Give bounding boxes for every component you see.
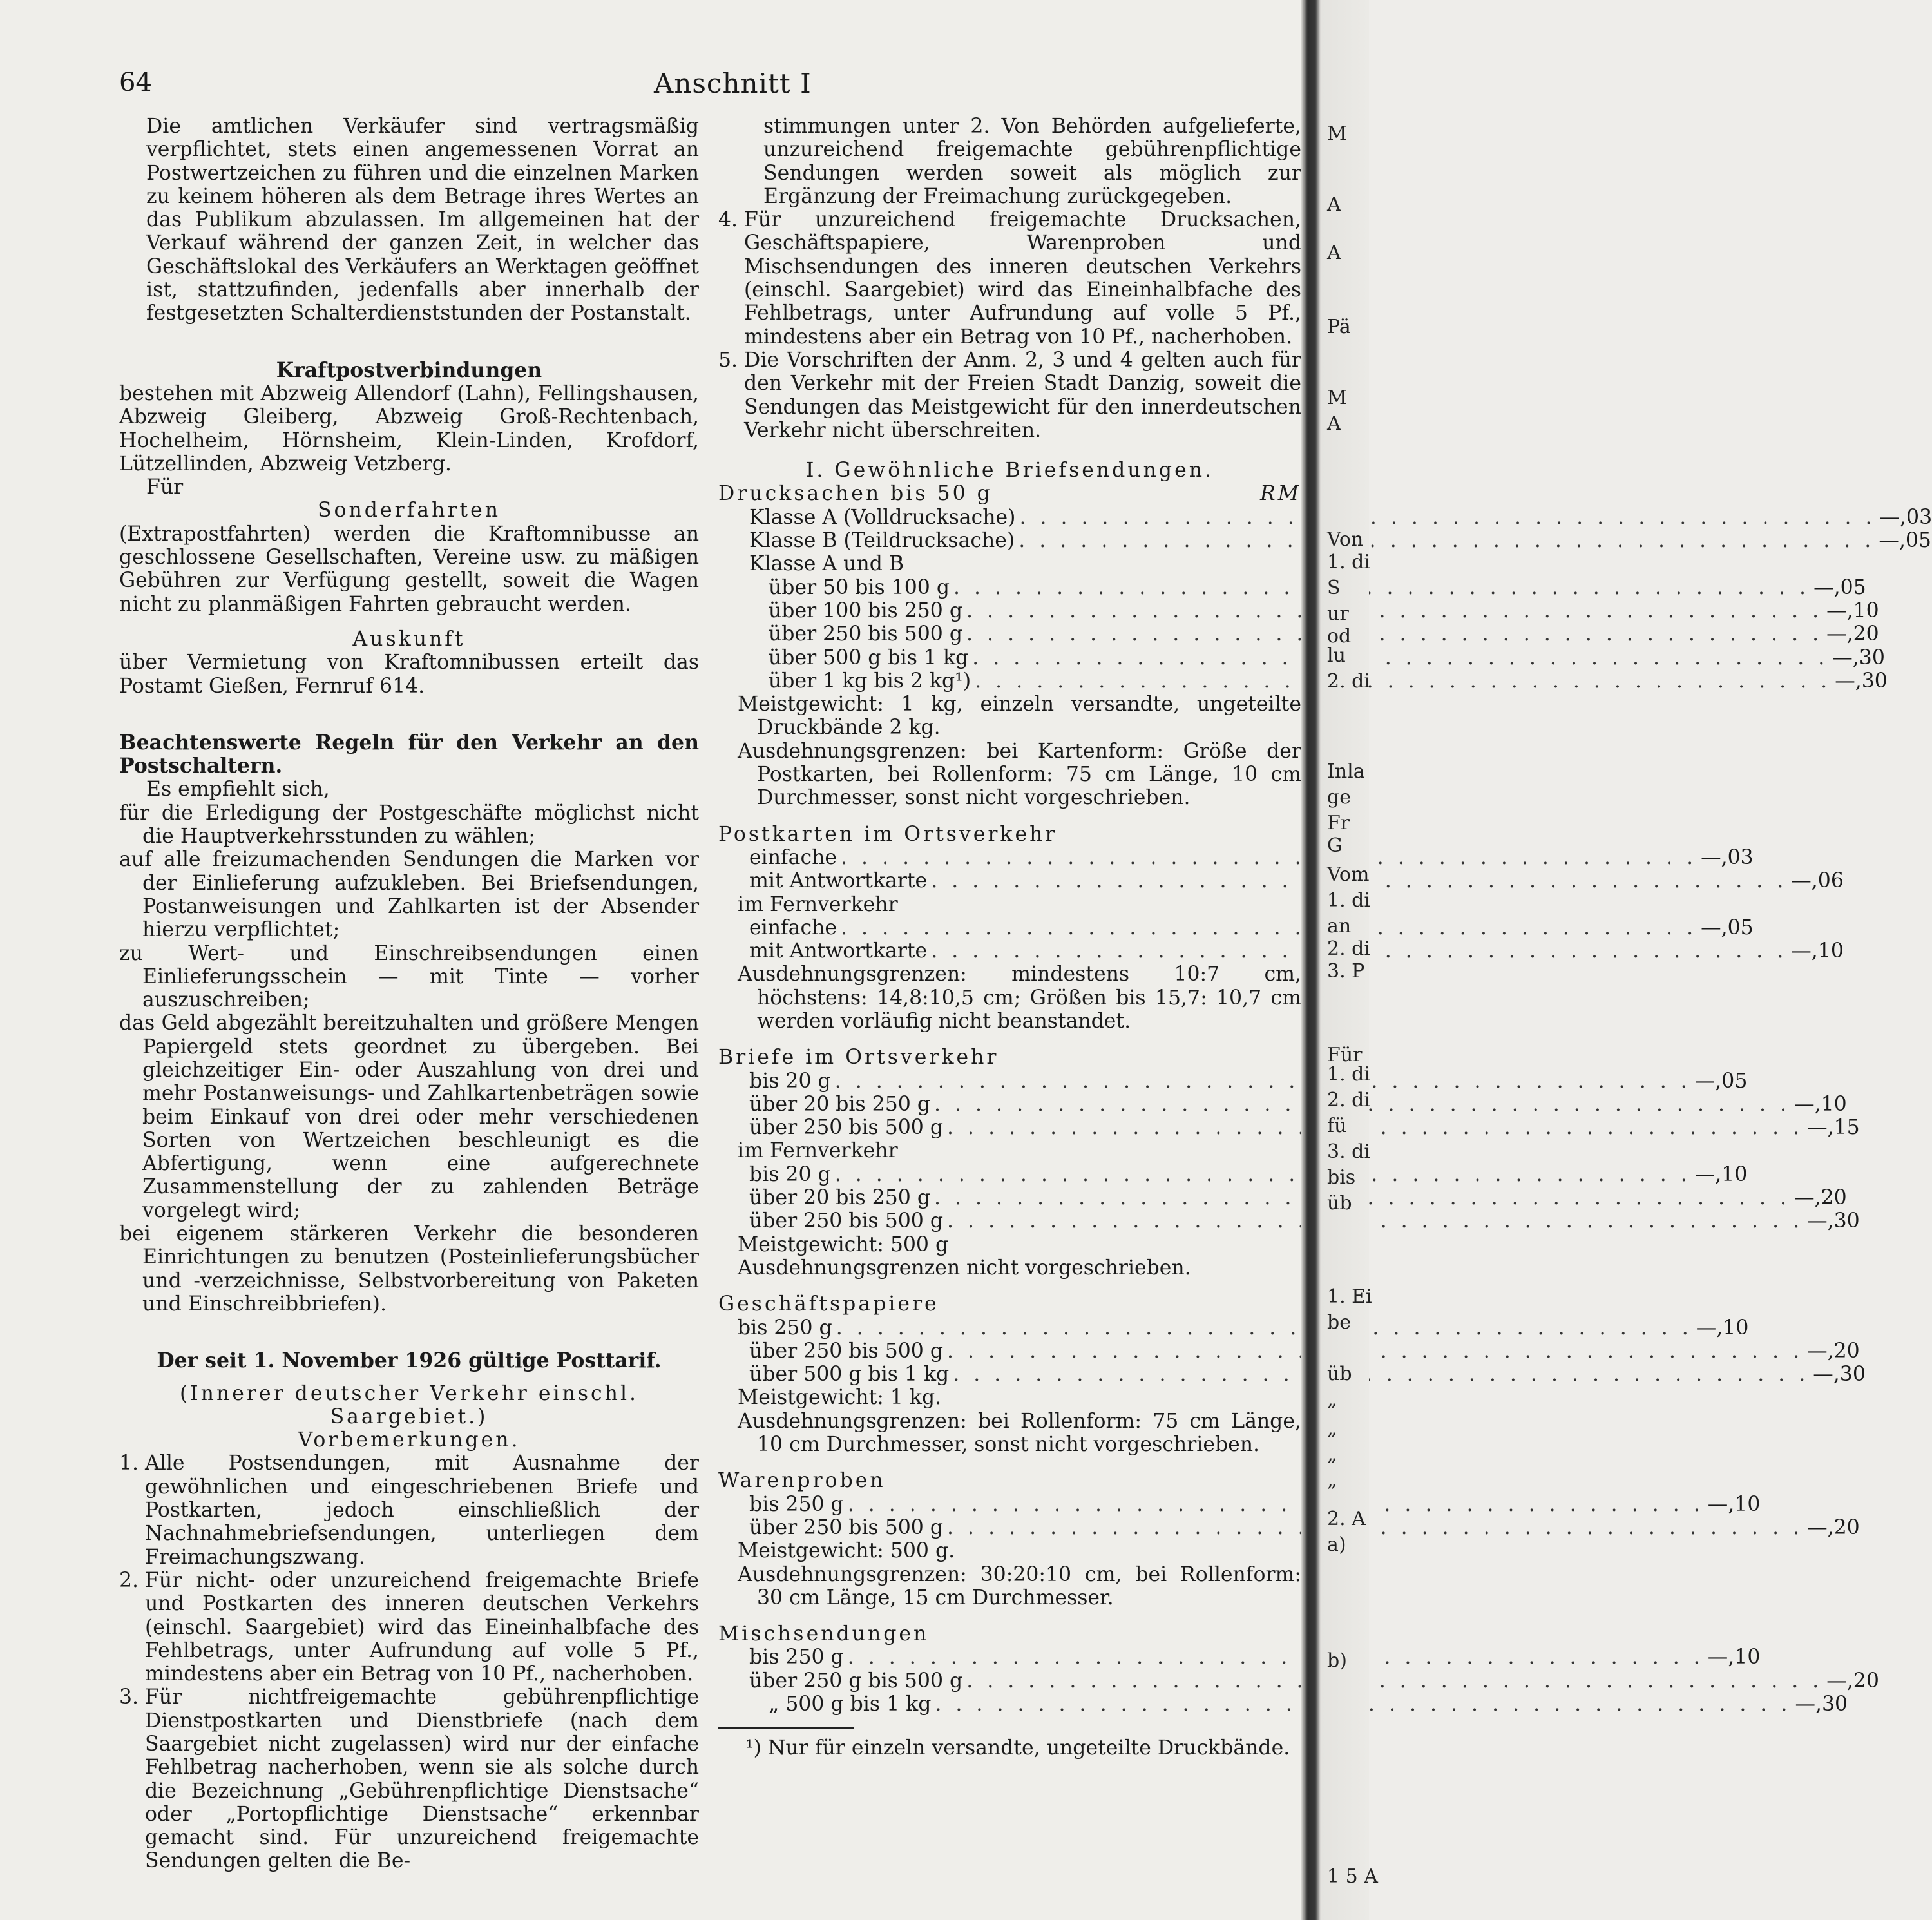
tariff-row [718, 1669, 1879, 1693]
sonderfahrten-heading: Sonderfahrten [317, 499, 501, 523]
leader-dots [844, 1493, 1708, 1516]
tariff-group [718, 1622, 1879, 1716]
tariff-row-price: —,20 [1807, 1515, 1860, 1539]
regeln-intro: Es empfiehlt sich, [146, 778, 330, 802]
edge-fragment: Inla [1327, 760, 1365, 783]
tariff-row-label: über 20 bis 250 g [749, 1092, 930, 1116]
auskunft-text: über Vermietung von Kraftomnibussen erteilt das Postamt Gießen, Fernruf 614. [119, 651, 699, 698]
tariff-row [718, 1492, 1761, 1516]
edge-fragment: „ [1327, 1469, 1337, 1492]
edge-fragment: lu [1327, 644, 1346, 667]
leader-dots [962, 599, 1826, 622]
regel-item: zu Wert- und Einschreibsendungen einen Einlieferungsschein — mit Tinte — vorher auszuschreiben; [119, 941, 699, 1012]
tariff-row-price: —,20 [1794, 1186, 1847, 1210]
leader-dots [1015, 529, 1879, 552]
tariff-group-title: Geschäftspapiere [718, 1292, 939, 1316]
edge-fragment: M [1327, 387, 1347, 409]
vorbemerkung-item [718, 349, 1301, 442]
tarif-heading: Der seit 1. November 1926 gültige Posttarif. [157, 1349, 662, 1373]
tariff-group-title: Postkarten im Ortsverkehr [718, 822, 1058, 846]
tariff-row-label: im Fernverkehr [738, 1139, 898, 1163]
leader-dots [943, 1116, 1807, 1139]
leader-dots [831, 1163, 1695, 1186]
tariff-row [718, 1646, 1761, 1669]
tariff-row-price: —,30 [1832, 646, 1885, 669]
tariff-row-label: über 50 bis 100 g [769, 575, 950, 599]
edge-fragment: „ [1327, 1417, 1337, 1440]
tariff-row-price: —,06 [1791, 869, 1844, 893]
vorbemerkung-number: 4. [718, 208, 738, 232]
edge-fragment: 1. di [1327, 889, 1370, 912]
edge-fragment: S [1327, 577, 1341, 599]
edge-fragment: 3. P [1327, 960, 1365, 983]
tariff-row-label: bis 250 g [749, 1646, 844, 1669]
fuer-text: Für [146, 475, 184, 499]
edge-fragment: 1. Ei [1327, 1285, 1372, 1308]
tariff-row-label: Klasse A und B [749, 552, 904, 576]
leader-dots [832, 1316, 1696, 1339]
vorbemerkung-number: 2. [119, 1568, 139, 1592]
edge-fragment: M [1327, 122, 1347, 145]
regel-item: auf alle freizumachenden Sendungen die Marken vor der Einlieferung aufzukleben. Bei Briefsendungen, Postanweisungen und Zahlkarten ist der Absender hierzu verpflichtet; [119, 848, 699, 942]
vorbemerkungen-list-left [119, 1452, 699, 1872]
regeln-heading: Beachtenswerte Regeln für den Verkehr an den Postschaltern. [119, 730, 699, 778]
edge-fragment: b) [1327, 1649, 1347, 1672]
tariff-row-price: —,10 [1791, 939, 1844, 963]
tariff-row-label: über 500 g bis 1 kg [769, 646, 969, 669]
edge-fragment: od [1327, 625, 1352, 648]
tariff-row-label: über 250 bis 500 g [749, 1515, 944, 1539]
tariff-row-price: —,05 [1813, 575, 1866, 599]
tariff-row [718, 893, 1301, 916]
tariff-row-label: bis 20 g [749, 1069, 831, 1093]
tariff-note: Ausdehnungsgrenzen: 30:20:10 cm, bei Rollenform: 30 cm Länge, 15 cm Durchmesser. [738, 1562, 1301, 1609]
tariff-row-label: über 250 bis 500 g [769, 622, 963, 646]
vorbemerkung-number: 1. [119, 1452, 139, 1475]
footnote: ¹) Nur für einzeln versandte, ungeteilte Druckbände. [745, 1736, 1290, 1760]
edge-fragment: A [1327, 242, 1341, 264]
tariff-row-price: —,10 [1707, 1492, 1761, 1516]
tariff-row-label: mit Antwortkarte [749, 869, 928, 893]
tariff-row-label: Klasse A (Volldrucksache) [749, 505, 1016, 529]
left-column [119, 115, 699, 1873]
tariff-row-price: —,10 [1794, 1092, 1847, 1116]
tariff-row-price: —,10 [1694, 1162, 1748, 1186]
vorbemerkung-item [119, 1685, 699, 1872]
page-number: 64 [119, 68, 152, 97]
edge-fragment: üb [1327, 1192, 1352, 1214]
edge-fragment: Fr [1327, 812, 1350, 834]
leader-dots [968, 646, 1832, 669]
leader-dots [950, 576, 1813, 599]
tariff-row-label: „ 500 g bis 1 kg [769, 1693, 932, 1716]
vorbemerkung-number: 3. [119, 1685, 139, 1709]
tariff-note: Ausdehnungsgrenzen: bei Kartenform: Größe der Postkarten, bei Rollenform: 75 cm Länge, 10 cm Durchmesser, sonst nicht vorgeschrieben. [738, 739, 1301, 810]
tariff-row-price: —,30 [1795, 1693, 1848, 1716]
vorbemerkungen-list-right [718, 208, 1301, 442]
tariff-row-price: —,05 [1879, 529, 1931, 553]
edge-fragment: G [1327, 834, 1343, 857]
page-title: Anschnitt I [654, 68, 812, 99]
edge-fragment: Vom [1327, 863, 1370, 886]
tariff-row-label: über 20 bis 250 g [749, 1186, 930, 1210]
tariff-row [718, 575, 1866, 599]
regeln-list [119, 802, 699, 1316]
tariff-row-label: über 250 bis 500 g [749, 1209, 944, 1233]
edge-fragment: „ [1327, 1443, 1337, 1466]
vorbemerkung-text: Alle Postsendungen, mit Ausnahme der gewöhnlichen und eingeschriebenen Briefe und Postkarten, jedoch einschließlich der Nachnahmebriefsendungen, unterliegen dem Freimachungszwang. [145, 1452, 699, 1569]
footnote-rule [718, 1727, 854, 1729]
edge-fragment: Von [1327, 528, 1364, 551]
tariff-row-label: über 250 g bis 500 g [749, 1669, 963, 1693]
tariff-row-label: bis 20 g [749, 1162, 831, 1186]
tariff-row-price: —,10 [1707, 1646, 1761, 1669]
tariff-group-title: Warenproben [718, 1469, 886, 1493]
edge-fragment: 2. di [1327, 1089, 1370, 1111]
edge-fragment: bis [1327, 1166, 1356, 1189]
leader-dots [962, 1669, 1826, 1693]
tariff-row-price: —,03 [1701, 845, 1754, 869]
tariff-note: Ausdehnungsgrenzen nicht vorgeschrieben. [738, 1256, 1191, 1280]
edge-fragment: 1. di [1327, 551, 1370, 573]
tariff-row [718, 1186, 1847, 1210]
tariff-row-label: über 500 g bis 1 kg [749, 1363, 950, 1387]
edge-fragment: A [1327, 412, 1341, 435]
leader-dots [943, 1339, 1807, 1363]
vorbemerkung-item [119, 1569, 699, 1685]
auskunft-heading: Auskunft [352, 627, 466, 651]
regel-item: das Geld abgezählt bereitzuhalten und größere Mengen Papiergeld stets geordnet zu übergeben. Bei gleichzeitiger Ein- oder Auszahlung von drei und mehr Postanweisungs- und Zahlkartenbeträgen sowie beim Einkauf von drei oder mehr verschiedenen Sorten von Wertzeichen beschleunigt es die Abfertigung, wenn eine aufgerechnete Zusammenstellung der zu zahlenden Beträge vorgelegt wird; [119, 1012, 699, 1222]
tariff-note: Meistgewicht: 500 g [738, 1233, 949, 1256]
page-header [119, 68, 1288, 106]
edge-fragment: fü [1327, 1115, 1347, 1137]
tariff-row-price: —,30 [1813, 1363, 1866, 1387]
edge-fragment: 1 5 A [1327, 1865, 1378, 1888]
tariff-row-label: über 250 bis 500 g [749, 1116, 944, 1140]
tariff-row-price: —,15 [1807, 1116, 1860, 1140]
tariff-row-price: —,10 [1826, 599, 1879, 622]
tariff-row-label: bis 250 g [738, 1316, 832, 1339]
tariff-row-label: einfache [749, 916, 837, 939]
tariff-row-price: —,20 [1826, 1669, 1879, 1693]
tariff-row-price: —,30 [1807, 1209, 1860, 1233]
tariff-row-price: —,10 [1696, 1316, 1749, 1339]
regel-item: bei eigenem stärkeren Verkehr die besonderen Einrichtungen zu benutzen (Posteinlieferungsbücher und -verzeichnisse, Selbstvorbereitung von Paketen und Einschreibbriefen). [119, 1222, 699, 1316]
currency-label: RM [1260, 482, 1301, 506]
tarif-subheading: (Innerer deutscher Verkehr einschl. Saargebiet.) [179, 1381, 639, 1428]
regel-item: für die Erledigung der Postgeschäfte möglichst nicht die Hauptverkehrsstunden zu wählen; [119, 801, 699, 849]
vorbemerkung-item [119, 1452, 699, 1568]
tariff-row-label: im Fernverkehr [738, 892, 898, 916]
vorbemerkung-text: Für nicht- oder unzureichend freigemachte Briefe und Postkarten des inneren deutschen Verkehrs (einschl. Saargebiet) wird das Eineinhalbfache des Fehlbetrags, unter Aufrundung auf volle 5 Pf., mindestens aber ein Betrag von 10 Pf., nacherhoben. [145, 1568, 699, 1686]
kraftpost-heading: Kraftpostverbindungen [276, 358, 542, 382]
vorbemerkung-text: Für nichtfreigemachte gebührenpflichtige Dienstpostkarten und Dienstbriefe (nach dem Saargebiet nicht zugelassen) wird nur der einfache Fehlbetrag nacherhoben, wenn sie als solche durch die Bezeichnung „Gebührenpflichtige Dienstsache“ oder „Portopflichtige Dienstsache“ erkennbar gemacht sind. Für unzureichend freigemachte Sendungen gelten die Be- [145, 1685, 699, 1873]
tariff-note: Meistgewicht: 1 kg. [738, 1386, 942, 1410]
tariff-group-title: Briefe im Ortsverkehr [718, 1046, 999, 1070]
tariff-group-title: Drucksachen bis 50 g RM [718, 482, 1301, 506]
edge-fragment: 2. di [1327, 937, 1370, 960]
leader-dots [1015, 506, 1879, 529]
edge-fragment: ge [1327, 786, 1351, 809]
tariff-row [718, 552, 1301, 575]
tariff-row-label: über 100 bis 250 g [769, 599, 963, 622]
edge-fragment: ur [1327, 602, 1349, 625]
tariff-note: Meistgewicht: 1 kg, einzeln versandte, ungeteilte Druckbände 2 kg. [738, 693, 1301, 740]
tariff-group-title: Mischsendungen [718, 1622, 930, 1646]
tariff-row-label: Klasse B (Teildrucksache) [749, 529, 1015, 553]
tariff-row-label: mit Antwortkarte [749, 939, 928, 963]
tariff-row-label: einfache [749, 845, 837, 869]
leader-dots [844, 1646, 1708, 1669]
edge-fragment: 3. di [1327, 1140, 1370, 1163]
leader-dots [943, 1516, 1807, 1539]
leader-dots [831, 1070, 1695, 1093]
edge-fragment: 1. di [1327, 1063, 1370, 1086]
tariff-row [718, 1339, 1860, 1363]
tariff-row [718, 1209, 1860, 1233]
section-heading: I. Gewöhnliche Briefsendungen. [805, 459, 1214, 483]
leader-dots [837, 916, 1701, 939]
vorbemerkung-text: Die Vorschriften der Anm. 2, 3 und 4 gelten auch für den Verkehr mit der Freien Stadt Danzig, soweit die Sendungen das Meistgewicht für den innerdeutschen Verkehr nicht überschreiten. [744, 348, 1301, 442]
tariff-note: Ausdehnungsgrenzen: bei Rollenform: 75 cm Länge, 10 cm Durchmesser, sonst nicht vorgeschrieben. [738, 1409, 1301, 1457]
leader-dots [837, 846, 1701, 869]
vorbemerkung-number: 5. [718, 348, 738, 372]
edge-fragment: be [1327, 1311, 1351, 1334]
edge-fragment: A [1327, 193, 1341, 216]
vorbemerkung-3-continued: stimmungen unter 2. Von Behörden aufgelieferte, unzureichend freigemachte gebührenpflichtige Sendungen werden soweit als möglich zur Ergänzung der Freimachung zurückgegeben. [763, 115, 1301, 208]
next-page-edge [1301, 0, 1378, 1920]
tariff-row [718, 1363, 1866, 1387]
tariff-row-price: —,05 [1701, 916, 1754, 939]
tariff-row-price: —,20 [1826, 622, 1879, 646]
edge-fragment: „ [1327, 1388, 1337, 1411]
tariff-row-price: —,03 [1879, 505, 1932, 529]
tariff-row-label: über 1 kg bis 2 kg¹) [769, 669, 971, 693]
tariff-row [718, 1162, 1748, 1186]
intro-paragraph: Die amtlichen Verkäufer sind vertragsmäßig verpflichtet, stets einen angemessenen Vorrat an Postwertzeichen zu führen und die einzelnen Marken zu keinem höheren als dem Betrage ihres Wertes an das Publikum abzulassen. Im allgemeinen hat der Verkauf während der ganzen Zeit, in welcher das Geschäftslokal des Verkäufers an Werktagen geöffnet ist, stattzufinden, jedenfalls aber innerhalb der festgesetzten Schalterdienststunden der Postanstalt. [146, 115, 699, 325]
tariff-row [718, 1139, 1301, 1162]
tariff-row-price: —,20 [1807, 1339, 1860, 1363]
vorbemerkungen-heading: Vorbemerkungen. [298, 1428, 521, 1452]
leader-dots [962, 622, 1826, 646]
kraftpost-text: bestehen mit Abzweig Allendorf (Lahn), Fellingshausen, Abzweig Gleiberg, Abzweig Groß-Rechtenbach, Hochelheim, Hörnsheim, Klein-Linden, Krofdorf, Lützellinden, Abzweig Vetzberg. [119, 381, 699, 475]
tariff-row-price: —,05 [1694, 1069, 1748, 1093]
sonderfahrten-text: (Extrapostfahrten) werden die Kraftomnibusse an geschlossene Gesellschaften, Vereine usw. zu mäßigen Gebühren zur Verfügung gestellt, soweit die Wagen nicht zu planmäßigen Fahrten gebraucht werden. [119, 522, 699, 616]
vorbemerkung-item [718, 208, 1301, 349]
leader-dots [943, 1209, 1807, 1233]
edge-fragment: üb [1327, 1363, 1352, 1385]
edge-fragment: 2. A [1327, 1508, 1366, 1530]
edge-fragment: Für [1327, 1044, 1363, 1066]
tariff-row [718, 845, 1754, 869]
edge-fragment: Pä [1327, 316, 1351, 338]
tariff-row-price: —,30 [1835, 669, 1888, 693]
edge-fragment: 2. di [1327, 670, 1370, 693]
tariff-row-label: bis 250 g [749, 1492, 844, 1516]
tariff-row-label: über 250 bis 500 g [749, 1339, 944, 1363]
vorbemerkung-text: Für unzureichend freigemachte Drucksachen, Geschäftspapiere, Warenproben und Mischsendungen des inneren deutschen Verkehrs (einschl. Saargebiet) wird das Eineinhalbfache des Fehlbetrags, unter Aufrundung auf volle 5 Pf., mindestens aber ein Betrag von 10 Pf., nacherhoben. [744, 208, 1301, 349]
leader-dots [949, 1363, 1813, 1386]
tariff-row [718, 1693, 1848, 1716]
edge-fragment: a) [1327, 1533, 1346, 1556]
edge-fragment: an [1327, 915, 1352, 937]
tariff-note: Ausdehnungsgrenzen: mindestens 10:7 cm, höchstens: 14,8:10,5 cm; Größen bis 15,7: 10,7 cm werden vorläufig nicht beanstandet. [738, 963, 1301, 1033]
leader-dots [971, 669, 1835, 693]
tariff-note: Meistgewicht: 500 g. [738, 1539, 955, 1563]
tariff-row [718, 505, 1932, 529]
